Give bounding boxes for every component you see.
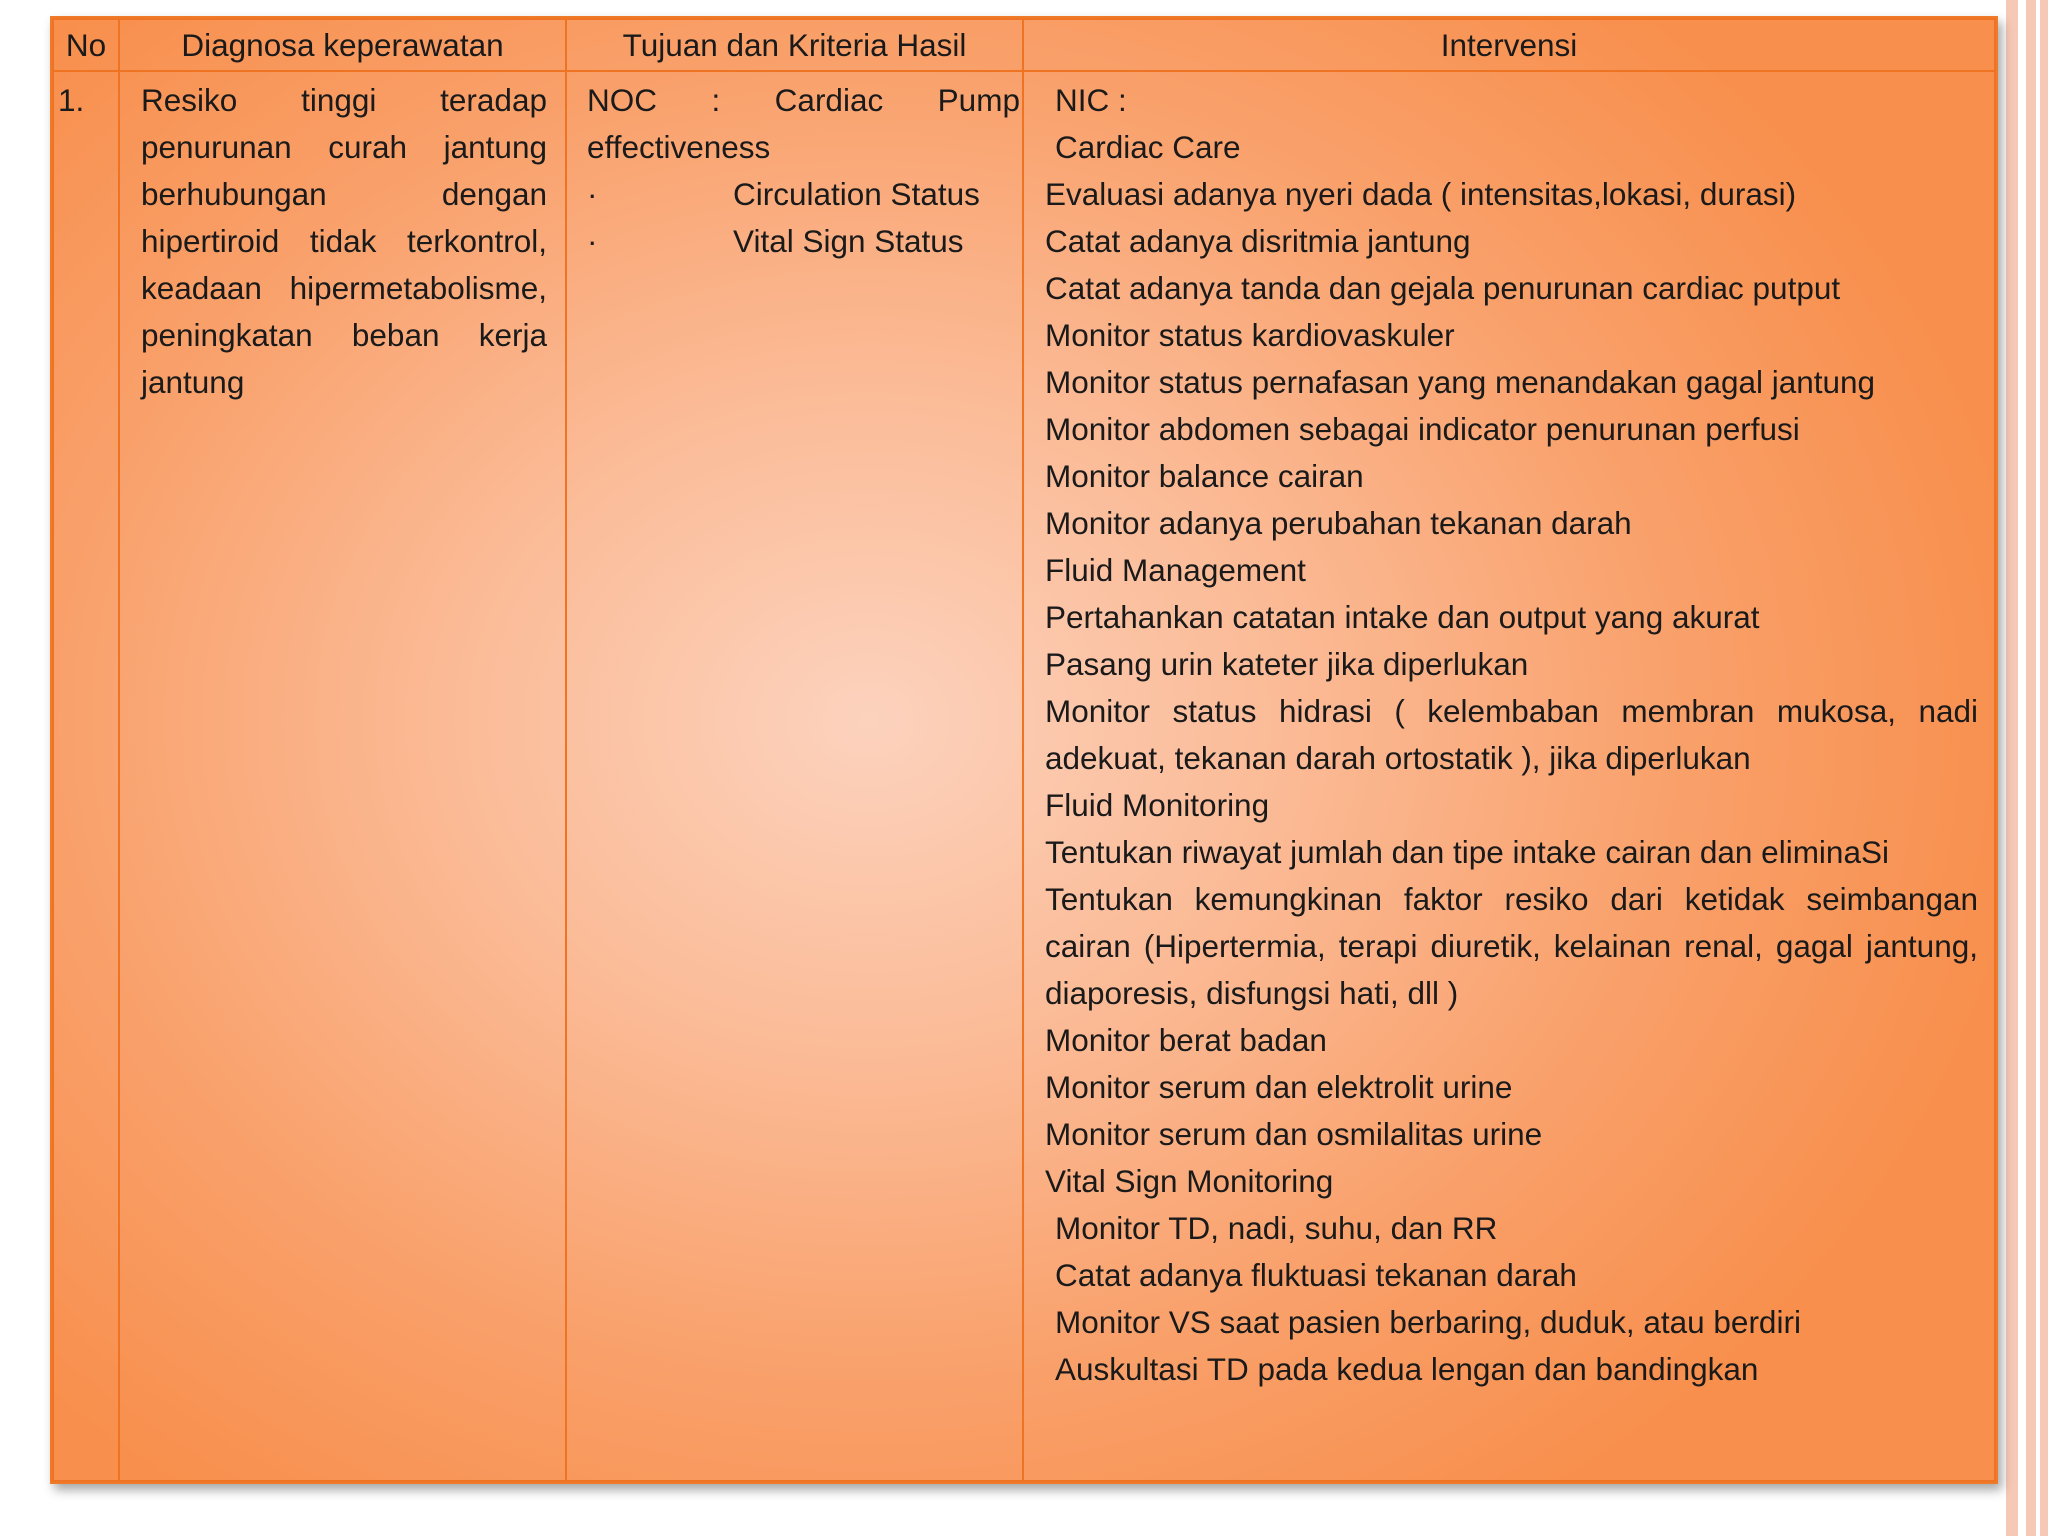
noc-separator: : (711, 82, 721, 118)
intervention-item: Monitor status kardiovaskuler (1045, 317, 1455, 353)
bullet-dot: · (587, 176, 598, 212)
intervention-item: Monitor serum dan elektrolit urine (1045, 1069, 1513, 1105)
intervention-item: Evaluasi adanya nyeri dada ( intensitas,lokasi, durasi) (1045, 176, 1797, 212)
intervention-item: Monitor status pernafasan yang menandakan gagal jantung (1045, 364, 1876, 400)
diagnosa-text: Resiko tinggi teradap penurunan curah jantung berhubungan dengan hipertiroid tidak terkontrol, keadaan hipermetabolisme, peningkatan beban kerja jantung (141, 82, 547, 400)
vital-sign-item: Catat adanya fluktuasi tekanan darah (1055, 1257, 1577, 1293)
fluid-monitoring-heading: Fluid Monitoring (1045, 787, 1270, 823)
table-row (53, 71, 1995, 1481)
intervention-item: Catat adanya tanda dan gejala penurunan cardiac putput (1045, 270, 1841, 306)
noc-word-cardiac: Cardiac (774, 82, 884, 118)
criteria-item (587, 171, 1020, 218)
vital-sign-monitoring-heading: Vital Sign Monitoring (1045, 1163, 1334, 1199)
noc-label: NOC (587, 82, 657, 118)
bullet-dot: · (587, 223, 598, 259)
fluid-management-heading: Fluid Management (1045, 552, 1306, 588)
cell-diagnosa (119, 71, 566, 1481)
intervention-item: Monitor serum dan osmilalitas urine (1045, 1116, 1543, 1152)
header-no: No (53, 19, 119, 71)
cardiac-care-heading: Cardiac Care (1055, 129, 1241, 165)
vital-sign-item: Monitor TD, nadi, suhu, dan RR (1055, 1210, 1498, 1246)
criteria-label: Vital Sign Status (733, 223, 964, 259)
intervention-item: Monitor adanya perubahan tekanan darah (1045, 505, 1632, 541)
criteria-item (587, 218, 1020, 265)
vital-sign-item: Auskultasi TD pada kedua lengan dan bandingkan (1055, 1351, 1759, 1387)
header-tujuan: Tujuan dan Kriteria Hasil (566, 19, 1023, 71)
intervention-item: Monitor berat badan (1045, 1022, 1327, 1058)
care-plan-table (52, 18, 1996, 1482)
cell-tujuan (566, 71, 1023, 1481)
intervention-item: Monitor balance cairan (1045, 458, 1364, 494)
cell-intervensi (1023, 71, 1995, 1481)
intervention-item: Pertahankan catatan intake dan output yang akurat (1045, 599, 1760, 635)
header-row (53, 19, 1995, 71)
intervention-item: Tentukan riwayat jumlah dan tipe intake cairan dan eliminaSi (1045, 834, 1889, 870)
intervention-item: Monitor abdomen sebagai indicator penurunan perfusi (1045, 411, 1800, 447)
nic-label: NIC : (1055, 82, 1127, 118)
header-diagnosa: Diagnosa keperawatan (119, 19, 566, 71)
care-plan-table-container (50, 16, 1998, 1484)
intervention-item: Catat adanya disritmia jantung (1045, 223, 1471, 259)
noc-line (587, 77, 1020, 124)
intervention-item: Pasang urin kateter jika diperlukan (1045, 646, 1529, 682)
noc-effectiveness: effectiveness (587, 129, 771, 165)
vital-sign-item: Monitor VS saat pasien berbaring, duduk, atau berdiri (1055, 1304, 1801, 1340)
noc-word-pump: Pump (937, 82, 1020, 118)
header-intervensi: Intervensi (1023, 19, 1995, 71)
cell-no: 1. (53, 71, 119, 1481)
intervention-item: Tentukan kemungkinan faktor resiko dari ketidak seimbangan cairan (Hipertermia, terapi diuretik, kelainan renal, gagal jantung, diaporesis, disfungsi hati, dll ) (1045, 881, 1978, 1011)
criteria-label: Circulation Status (733, 176, 980, 212)
intervention-item: Monitor status hidrasi ( kelembaban membran mukosa, nadi adekuat, tekanan darah ortostatik ), jika diperlukan (1045, 693, 1978, 776)
